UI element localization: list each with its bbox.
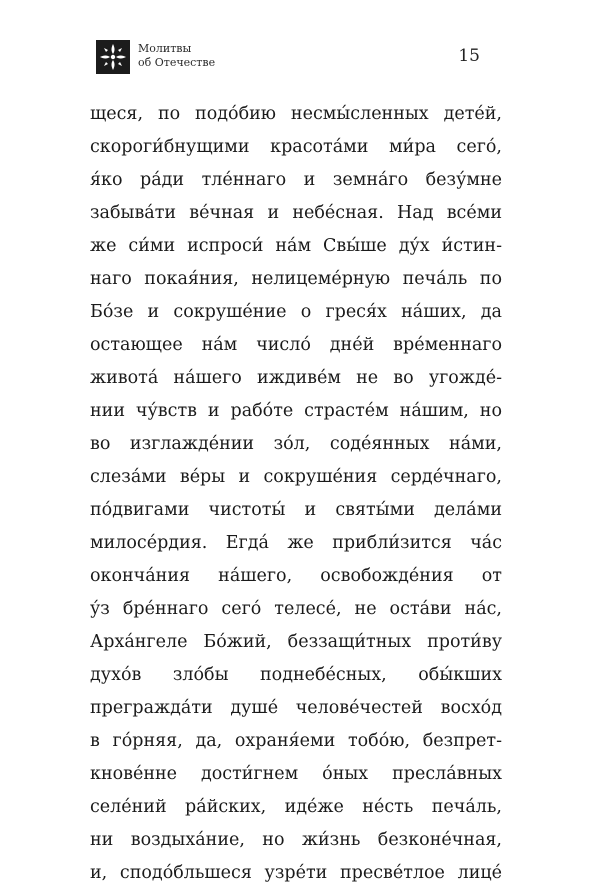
text-line: скороги́бнущими красота́ми ми́ра сего́, [90,137,502,157]
text-line: и, сподо́бльшеся узре́ти пресве́тлое лице́ [90,863,502,883]
text-line: наго покая́ния, нелицеме́рную печа́ль по [90,269,502,289]
text-line: духо́в зло́бы поднебе́сных, обы́кших [90,665,502,685]
text-line: ни воздыха́ние, но жи́знь безконе́чная, [90,830,502,850]
page-number: 15 [458,46,480,66]
text-line: прегражда́ти душе́ челове́честей восхо́д [90,698,502,718]
text-line: остающее на́м число́ дне́й вре́меннаго [90,335,502,355]
text-line: у́з бре́ннаго сего́ телесе́, не оста́ви на́с, [90,599,502,619]
running-title-line2: об Отечестве [138,56,216,69]
ornamental-cross-icon [96,40,130,74]
text-line: слеза́ми ве́ры и сокруше́ния серде́чнаго, [90,467,502,487]
text-line: же си́ми испроси́ на́м Свы́ше ду́х и́стин- [90,236,502,256]
text-line: милосе́рдия. Егда́ же прибли́зится ча́с [90,533,502,553]
text-line: оконча́ния на́шего, освобожде́ния от [90,566,502,586]
text-line: я́ко ра́ди тле́ннаго и земна́го безу́мне [90,170,502,190]
running-title [138,42,215,70]
text-line: кнове́нне дости́гнем о́ных пресла́вных [90,764,502,784]
text-line: по́двигами чистоты́ и святы́ми дела́ми [90,500,502,520]
text-line: в го́рняя, да, охраня́еми тобо́ю, безпрет- [90,731,502,751]
text-line: Арха́нгеле Бо́жий, беззащи́тных проти́ву [90,632,502,652]
page-header [96,40,486,80]
text-line: щеся, по подо́бию несмы́сленных дете́й, [90,104,502,124]
text-line: нии чу́вств и рабо́те страсте́м на́шим, но [90,401,502,421]
text-line: во изглажде́нии зо́л, соде́янных на́ми, [90,434,502,454]
prayer-text-block [90,98,502,890]
text-line: живота́ на́шего иждиве́м не во угожде́- [90,368,502,388]
running-title-line1: Молитвы [138,42,192,55]
text-line: селе́ний ра́йских, иде́же не́сть печа́ль, [90,797,502,817]
text-line: Бо́зе и сокруше́ние о греся́х на́ших, да [90,302,502,322]
text-line: забыва́ти ве́чная и небе́сная. Над все́ми [90,203,502,223]
